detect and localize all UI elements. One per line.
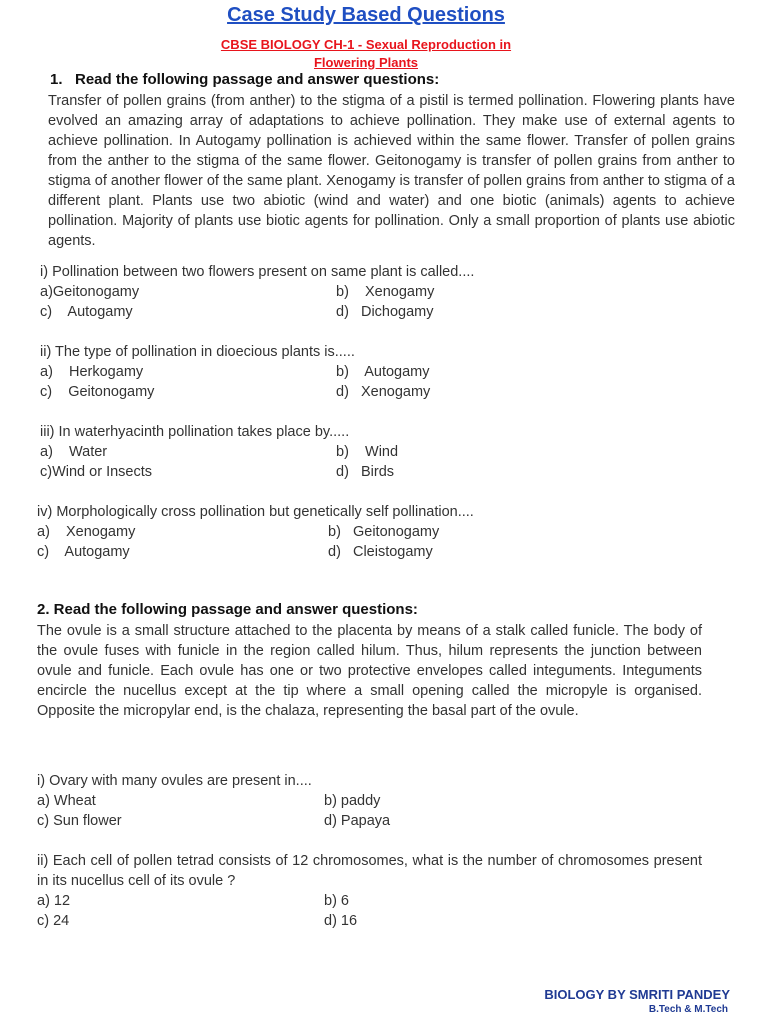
q1-ii-option-d: d) Xenogamy (336, 384, 431, 400)
q1-iii-option-b: b) Wind (336, 444, 399, 460)
q2-ii-option-a: a) 12 (37, 893, 71, 909)
q2-ii-option-b: b) 6 (324, 893, 349, 909)
q2-ii-option-d: d) 16 (324, 913, 358, 929)
q2-heading: 2. Read the following passage and answer questions: (37, 601, 418, 618)
q1-i-option-a: a)Geitonogamy (40, 284, 140, 300)
q1-iv-question: iv) Morphologically cross pollination but genetically self pollination.... (37, 504, 474, 520)
q1-i-option-d: d) Dichogamy (336, 304, 434, 320)
q1-iv-option-b: b) Geitonogamy (328, 524, 440, 540)
q1-i-question: i) Pollination between two flowers present on same plant is called.... (40, 264, 475, 280)
q1-heading: 1. Read the following passage and answer questions: (50, 71, 440, 88)
q1-passage: Transfer of pollen grains (from anther) to the stigma of a pistil is termed pollination. Flowering plants have evolved an amazing array of adaptations to achieve pollination. They make use of external agents to achieve pollination. In Autogamy pollination is achieved within the same flower. Transfer of pollen grains from the anther to the stigma of the same flower. Geitonogamy is transfer of pollen grains from anther to stigma of another flower of the same plant. Xenogamy is transfer of pollen grains from anther to stigma of a different plant. Plants use two abiotic (wind and water) and one biotic (animals) agents to achieve pollination. Majority of plants use biotic agents for pollination. Only a small proportion of plants use abiotic agents. (48, 93, 735, 249)
q2-i-option-a: a) Wheat (37, 793, 96, 809)
page-title: Case Study Based Questions (227, 4, 505, 26)
q2-i-question: i) Ovary with many ovules are present in.... (37, 773, 312, 789)
q2-i-option-c: c) Sun flower (37, 813, 122, 829)
q1-ii-option-a: a) Herkogamy (40, 364, 144, 380)
q1-iv-option-a: a) Xenogamy (37, 524, 136, 540)
q1-i-option-b: b) Xenogamy (336, 284, 435, 300)
q1-ii-option-b: b) Autogamy (336, 364, 430, 380)
footer-degree: B.Tech & M.Tech (648, 1004, 728, 1015)
q1-ii-option-c: c) Geitonogamy (40, 384, 155, 400)
q2-i-option-d: d) Papaya (324, 813, 391, 829)
q2-passage: The ovule is a small structure attached to the placenta by means of a stalk called funicle. The body of the ovule fuses with funicle in the region called hilum. Thus, hilum represents the junction between ovule and funicle. Each ovule has one or two protective envelopes called integuments. Integuments encircle the nucellus except at the tip where a small opening called the micropyle is organised. Opposite the micropylar end, is the chalaza, representing the basal part of the ovule. (37, 623, 702, 719)
q1-iii-option-d: d) Birds (336, 464, 395, 480)
q1-iii-option-a: a) Water (40, 444, 108, 460)
q1-iii-question: iii) In waterhyacinth pollination takes place by..... (40, 424, 350, 440)
q2-ii-option-c: c) 24 (37, 913, 70, 929)
q2-i-option-b: b) paddy (324, 793, 381, 809)
footer-author: BIOLOGY BY SMRITI PANDEY (544, 987, 730, 1002)
q1-ii-question: ii) The type of pollination in dioecious plants is..... (40, 344, 355, 360)
subtitle-line-2: Flowering Plants (313, 55, 418, 70)
q1-iv-option-d: d) Cleistogamy (328, 544, 433, 560)
subtitle-line-1: CBSE BIOLOGY CH-1 - Sexual Reproduction in (220, 37, 512, 52)
q1-i-option-c: c) Autogamy (40, 304, 133, 320)
q1-iii-option-c: c)Wind or Insects (40, 464, 152, 480)
q2-ii-question: ii) Each cell of pollen tetrad consists of 12 chromosomes, what is the number of chromosomes present in its nucellus cell of its ovule ? (37, 853, 702, 889)
q1-iv-option-c: c) Autogamy (37, 544, 130, 560)
